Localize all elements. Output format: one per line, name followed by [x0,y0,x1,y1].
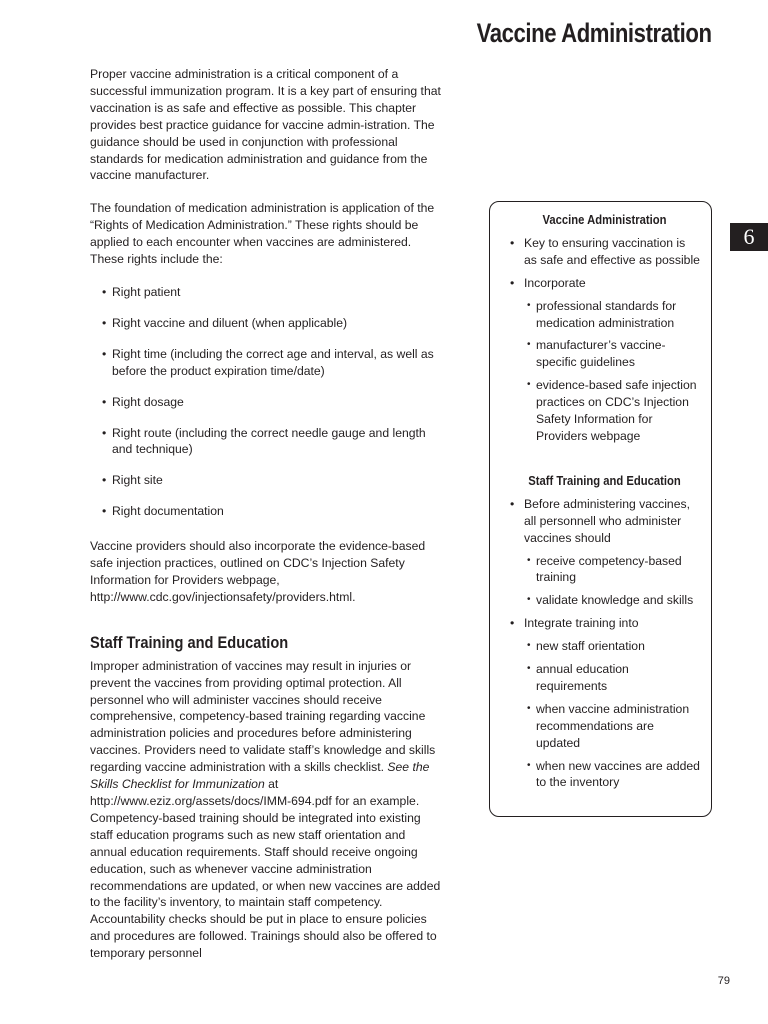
sidebar-sub-bullet: • manufacturer’s vaccine-specific guidelines [508,337,701,371]
staff-training-paragraph [90,658,442,962]
sidebar-bullet: • Integrate training into [508,615,701,632]
staff-training-text-b: at http://www.eziz.org/assets/docs/IMM-694.pdf for an example. Competency-based training should be integrated into existing staff education programs such as new staff orientation and annual education requirements. Staff should receive ongoing education, such as whenever vaccine administration recommendations are updated, or when new vaccines are added to the facility’s inventory, to maintain staff competency. Accountability checks should be put in place to ensure policies and procedures are followed. Trainings should also be offered to temporary personnel [90,777,441,961]
rights-list-item: • Right vaccine and diluent (when applicable) [102,315,442,332]
chapter-title: Vaccine Administration [476,18,712,48]
sidebar-sub-bullet: • when vaccine administration recommendations are updated [508,701,701,752]
sidebar-sub-bullet: • professional standards for medication administration [508,298,701,332]
sidebar-sub-bullet: • when new vaccines are added to the inventory [508,758,701,792]
chapter-number-tab: 6 [730,223,768,251]
rights-list-item: • Right time (including the correct age and interval, as well as before the product expiration time/date) [102,346,442,380]
intro-paragraph: Proper vaccine administration is a critical component of a successful immunization program. It is a key part of ensuring that vaccination is as safe and effective as possible. This chapter provides best practice guidance for vaccine admin-istration. The guidance should be used in conjunction with professional standards for medication administration and guidance from the vaccine manufacturer. [90,67,441,183]
sidebar-sub-bullet: • annual education requirements [508,661,701,695]
sidebar-sub-bullet: • receive competency-based training [508,553,701,587]
rights-list-item: • Right documentation [102,503,442,520]
rights-list [90,284,442,520]
sidebar-list-2 [508,496,701,792]
rights-list-item: • Right patient [102,284,442,301]
section-heading-staff-training: Staff Training and Education [90,632,289,652]
sidebar-sub-bullet: • validate knowledge and skills [508,592,701,609]
sidebar-bullet: • Key to ensuring vaccination is as safe and effective as possible [508,235,701,269]
sidebar-bullet: • Before administering vaccines, all personnell who administer vaccines should [508,496,701,547]
sidebar-sub-bullet: • new staff orientation [508,638,701,655]
sidebar-list-1 [508,235,701,445]
page-number: 79 [717,975,730,987]
rights-intro-paragraph: The foundation of medication administration is application of the “Rights of Medication Administration.” These rights should be applied to each encounter when vaccines are administered. These rights include the: [90,201,435,267]
safe-injection-paragraph: Vaccine providers should also incorporate the evidence-based safe injection practices, outlined on CDC’s Injection Safety Information for Providers webpage, http://www.cdc.gov/injectionsafety/providers.html. [90,539,426,604]
sidebar-heading-vaccine-administration: Vaccine Administration [542,213,667,227]
sidebar-heading-staff-training: Staff Training and Education [528,473,681,488]
rights-list-item: • Right route (including the correct needle gauge and length and technique) [102,425,442,459]
sidebar-sub-bullet: • evidence-based safe injection practices on CDC’s Injection Safety Information for Providers webpage [508,377,701,445]
main-column [90,66,442,978]
summary-sidebar-box [489,201,712,817]
staff-training-text-a: Improper administration of vaccines may result in injuries or prevent the vaccines from providing optimal protection. All personnel who will administer vaccines should receive comprehensive, competency-based training regarding vaccine administration policies and procedures before administering vaccines. Providers need to validate staff’s knowledge and skills regarding vaccine administration with a skills checklist. [90,658,436,775]
sidebar-bullet: • Incorporate [508,275,701,292]
rights-list-item: • Right dosage [102,394,442,411]
rights-list-item: • Right site [102,472,442,489]
skills-checklist-reference: See the Skills Checklist for Immunization [90,760,430,792]
